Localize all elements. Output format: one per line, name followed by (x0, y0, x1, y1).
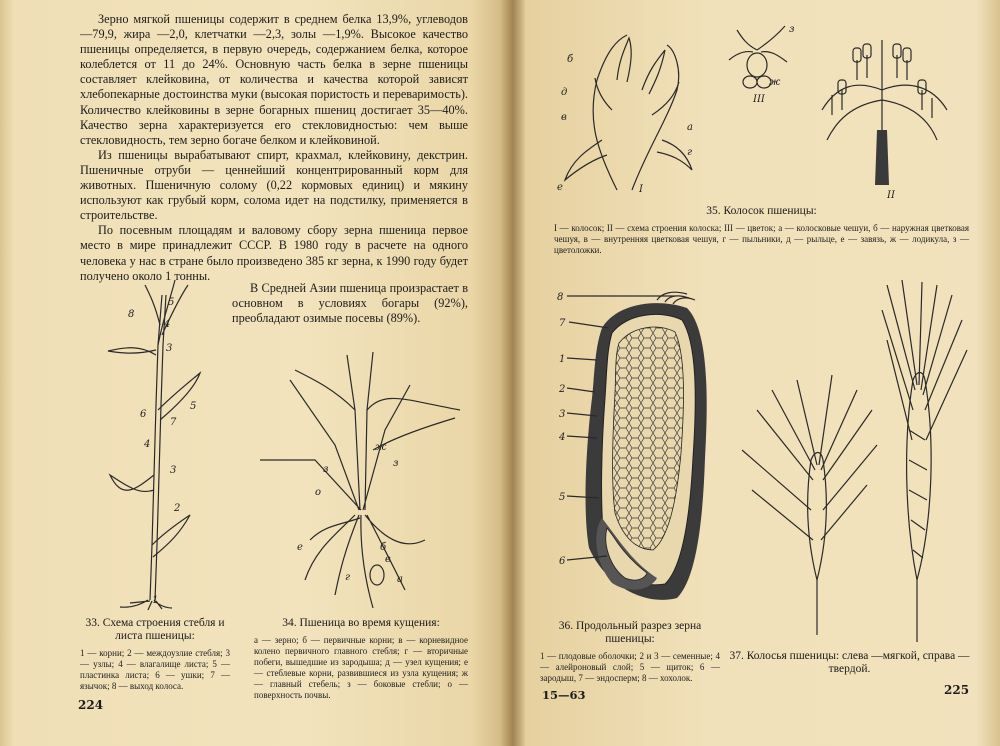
book-gutter (500, 0, 526, 746)
fig35-label-z: з (789, 24, 795, 35)
fig34-label-o: о (315, 487, 322, 498)
fig35-label-e: е (557, 182, 563, 193)
figure-35-labels (557, 24, 896, 201)
figure-35-spikelet-diagram (557, 20, 977, 200)
figure-34-tillering-diagram (255, 350, 465, 610)
left-body-text (80, 12, 468, 284)
paragraph-1: Зерно мягкой пшеницы содержит в среднем белка 13,9%, углеводов —79,9, жира —2,0, клетчатки —2,3, золы —1,9%. Высокое качество пшеницы определяется, в первую очередь, содержанием белка, которое колеблется от 11 до 24%. Основную часть белка в зерне пшеницы составляет клейковина, от количества и качества которой зависят хлебопекарные достоинства муки (высокая пористость и переваримость). Количество клейковины в зерне богарных пшениц достигает 35—40%. Качество зерна характеризуется его стекловидностью: чем выше стекловидность, тем зерно богаче белком и клейковиной. (80, 12, 468, 147)
fig35-label-d: д (561, 87, 568, 98)
figure-37-caption (727, 650, 972, 681)
fig36-label-1: 1 (559, 354, 566, 365)
printer-signature: 15—63 (542, 688, 586, 702)
fig33-label-3b: 3 (170, 465, 177, 476)
figure-37-title: 37. Колосья пшеницы: слева —мягкой, справа — твердой. (729, 650, 970, 675)
fig33-label-6: 6 (140, 409, 147, 420)
fig33-label-8: 8 (128, 309, 135, 320)
figure-33-stem-diagram (100, 275, 220, 610)
fig36-label-6: 6 (559, 556, 566, 567)
fig34-label-b: б (380, 542, 387, 553)
fig34-label-z2: з (393, 458, 399, 469)
fig35-label-zh: ж (769, 77, 781, 88)
left-page-number: 224 (78, 698, 104, 712)
figure-35-caption (554, 205, 969, 256)
fig34-label-v: в (385, 554, 391, 565)
fig34-label-z1: з (323, 464, 329, 475)
paragraph-2: Из пшеницы вырабатывают спирт, крахмал, клейковину, декстрин. Пшеничные отруби — ценнейший концентрированный корм для животных. Пшеничную солому (0,22 кормовых единиц) и мякину используют как грубый корм, солома идет на подстилку, применяется в строительстве. (80, 147, 468, 223)
fig33-label-4: 4 (164, 319, 171, 330)
fig34-label-a: а (397, 574, 403, 585)
figure-33-labels (128, 297, 196, 606)
fig34-label-e: е (297, 542, 303, 553)
fig35-label-III: III (753, 94, 765, 105)
figure-33-title: 33. Схема строения стебля и листа пшеницы: (85, 617, 225, 642)
fig33-label-7: 7 (170, 417, 177, 428)
fig35-label-g: г (687, 147, 693, 158)
fig35-label-v: в (561, 112, 567, 123)
fig33-label-4b: 4 (144, 439, 151, 450)
right-page-number: 225 (944, 683, 970, 697)
right-page (512, 0, 1000, 746)
fig33-label-5: 5 (168, 297, 175, 308)
fig36-label-2: 2 (559, 384, 566, 395)
fig35-label-b: б (567, 54, 574, 65)
fig34-label-zh: ж (375, 442, 387, 453)
fig34-label-g: г (345, 572, 351, 583)
fig33-label-1: 1 (152, 595, 159, 606)
figure-35-title: 35. Колосок пшеницы: (706, 205, 817, 217)
figure-37-ears-diagram (737, 280, 977, 645)
figure-34-caption (254, 617, 468, 701)
fig36-label-3: 3 (559, 409, 566, 420)
figure-36-caption (540, 620, 720, 684)
paragraph-3: По посевным площадям и валовому сбору зерна пшеница первое место в мире принадлежит СССР. В 1980 году в расчете на одного человека у нас в стране было произведено 385 кг зерна, к 1990 году будет получено около 1 тонны. (80, 223, 468, 283)
figure-36-legend: 1 — плодовые оболочки; 2 и 3 — семенные; 4 — алейроновый слой; 5 — щиток; 6 — зародыш, 7 — эндосперм; 8 — хохолок. (540, 651, 720, 683)
fig33-label-2: 2 (174, 503, 181, 514)
figure-36-title: 36. Продольный разрез зерна пшеницы: (558, 620, 702, 645)
fig36-label-8: 8 (557, 292, 564, 303)
soft-wheat-ear (742, 375, 877, 635)
fig36-label-4: 4 (559, 432, 566, 443)
fig36-label-7: 7 (559, 318, 566, 329)
figure-34-labels (297, 442, 403, 585)
fig35-label-I: I (639, 184, 643, 195)
figure-36-grain-section-diagram (557, 288, 717, 608)
fig35-label-a: а (687, 122, 693, 133)
fig33-label-5b: 5 (190, 401, 197, 412)
figure-33-legend: 1 — корни; 2 — междоузлие стебля; 3 — узлы; 4 — влагалище листа; 5 — пластинка листа; 6 — ушки; 7 — язычок; 8 — выход колоса. (80, 648, 230, 691)
figure-34-legend: а — зерно; б — первичные корни; в — корневидное колено первичного главного стебля; г — вторичные побеги, вышедшие из зародыша; д — узел кущения; е — стеблевые корни, развившиеся из узла кущения; ж — главный стебель; з — боковые стебли; о — поверхность почвы. (254, 635, 468, 700)
fig33-label-3: 3 (166, 343, 173, 354)
fig35-label-II: II (887, 190, 895, 201)
paragraph-4: В Средней Азии пшеница произрастает в основном в условиях богары (92%), преобладают озимые посевы (89%). (232, 281, 468, 326)
figure-33-caption (80, 617, 230, 692)
figure-35-legend: I — колосок; II — схема строения колоска; III — цветок; а — колосковые чешуи, б — наружная цветковая чешуя, в — внутренняя цветковая чешуя, г — пыльники, д — рыльце, е — завязь, ж — лодикула, з — цветоложки. (554, 223, 969, 255)
fig36-label-5: 5 (559, 492, 566, 503)
durum-wheat-ear (882, 280, 967, 642)
figure-34-title: 34. Пшеница во время кущения: (282, 617, 440, 629)
figure-36-labels (557, 292, 566, 567)
